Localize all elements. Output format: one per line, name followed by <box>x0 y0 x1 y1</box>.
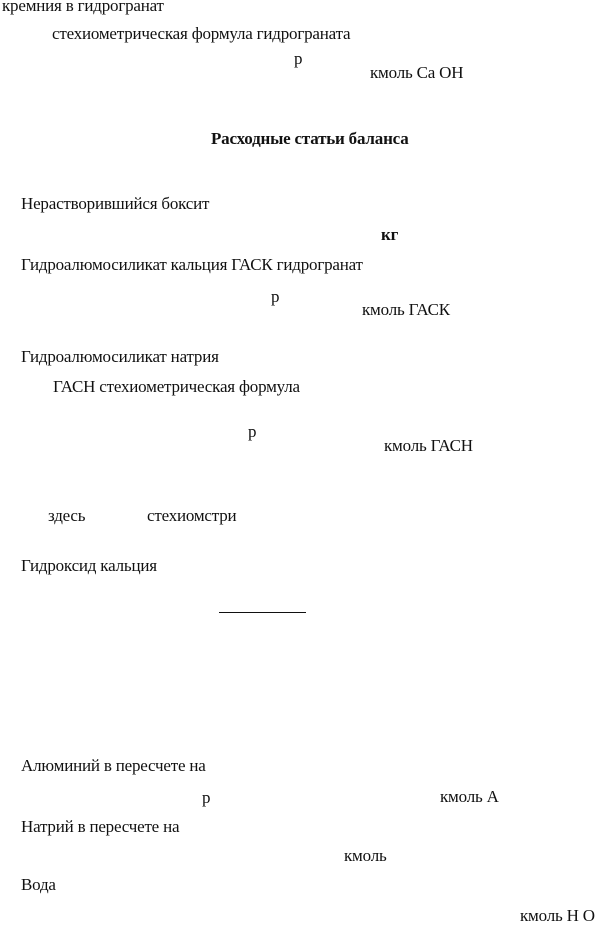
text-line: кремния в гидрогранат <box>2 0 164 15</box>
fraction-line <box>219 612 306 613</box>
section-heading: Расходные статьи баланса <box>211 129 409 148</box>
text-line: стехиомстри <box>147 506 237 525</box>
text-line: Гидроалюмосиликат натрия <box>21 347 219 366</box>
text-line: здесь <box>48 506 86 525</box>
text-line: ГАСН стехиометрическая формула <box>53 377 300 396</box>
text-line: кмоль Н О <box>520 906 595 925</box>
text-line: Вода <box>21 875 56 894</box>
text-line: р <box>294 49 303 68</box>
text-line: Натрий в пересчете на <box>21 817 180 836</box>
text-line: р <box>202 788 211 807</box>
text-line: Гидроксид кальция <box>21 556 157 575</box>
text-line: кмоль ГАСК <box>362 300 450 319</box>
text-line: кмоль <box>344 846 387 865</box>
text-line: р <box>248 422 257 441</box>
text-line: стехиометрическая формула гидрограната <box>52 24 351 43</box>
text-line: кмоль ГАСН <box>384 436 473 455</box>
text-line: Гидроалюмосиликат кальция ГАСК гидрогранат <box>21 255 363 274</box>
text-line: р <box>271 287 280 306</box>
text-line: Нерастворившийся боксит <box>21 194 210 213</box>
text-line: кмоль Са ОН <box>370 63 464 82</box>
text-line: Алюминий в пересчете на <box>21 756 206 775</box>
text-line: кмоль А <box>440 787 499 806</box>
text-line: кг <box>381 225 399 244</box>
